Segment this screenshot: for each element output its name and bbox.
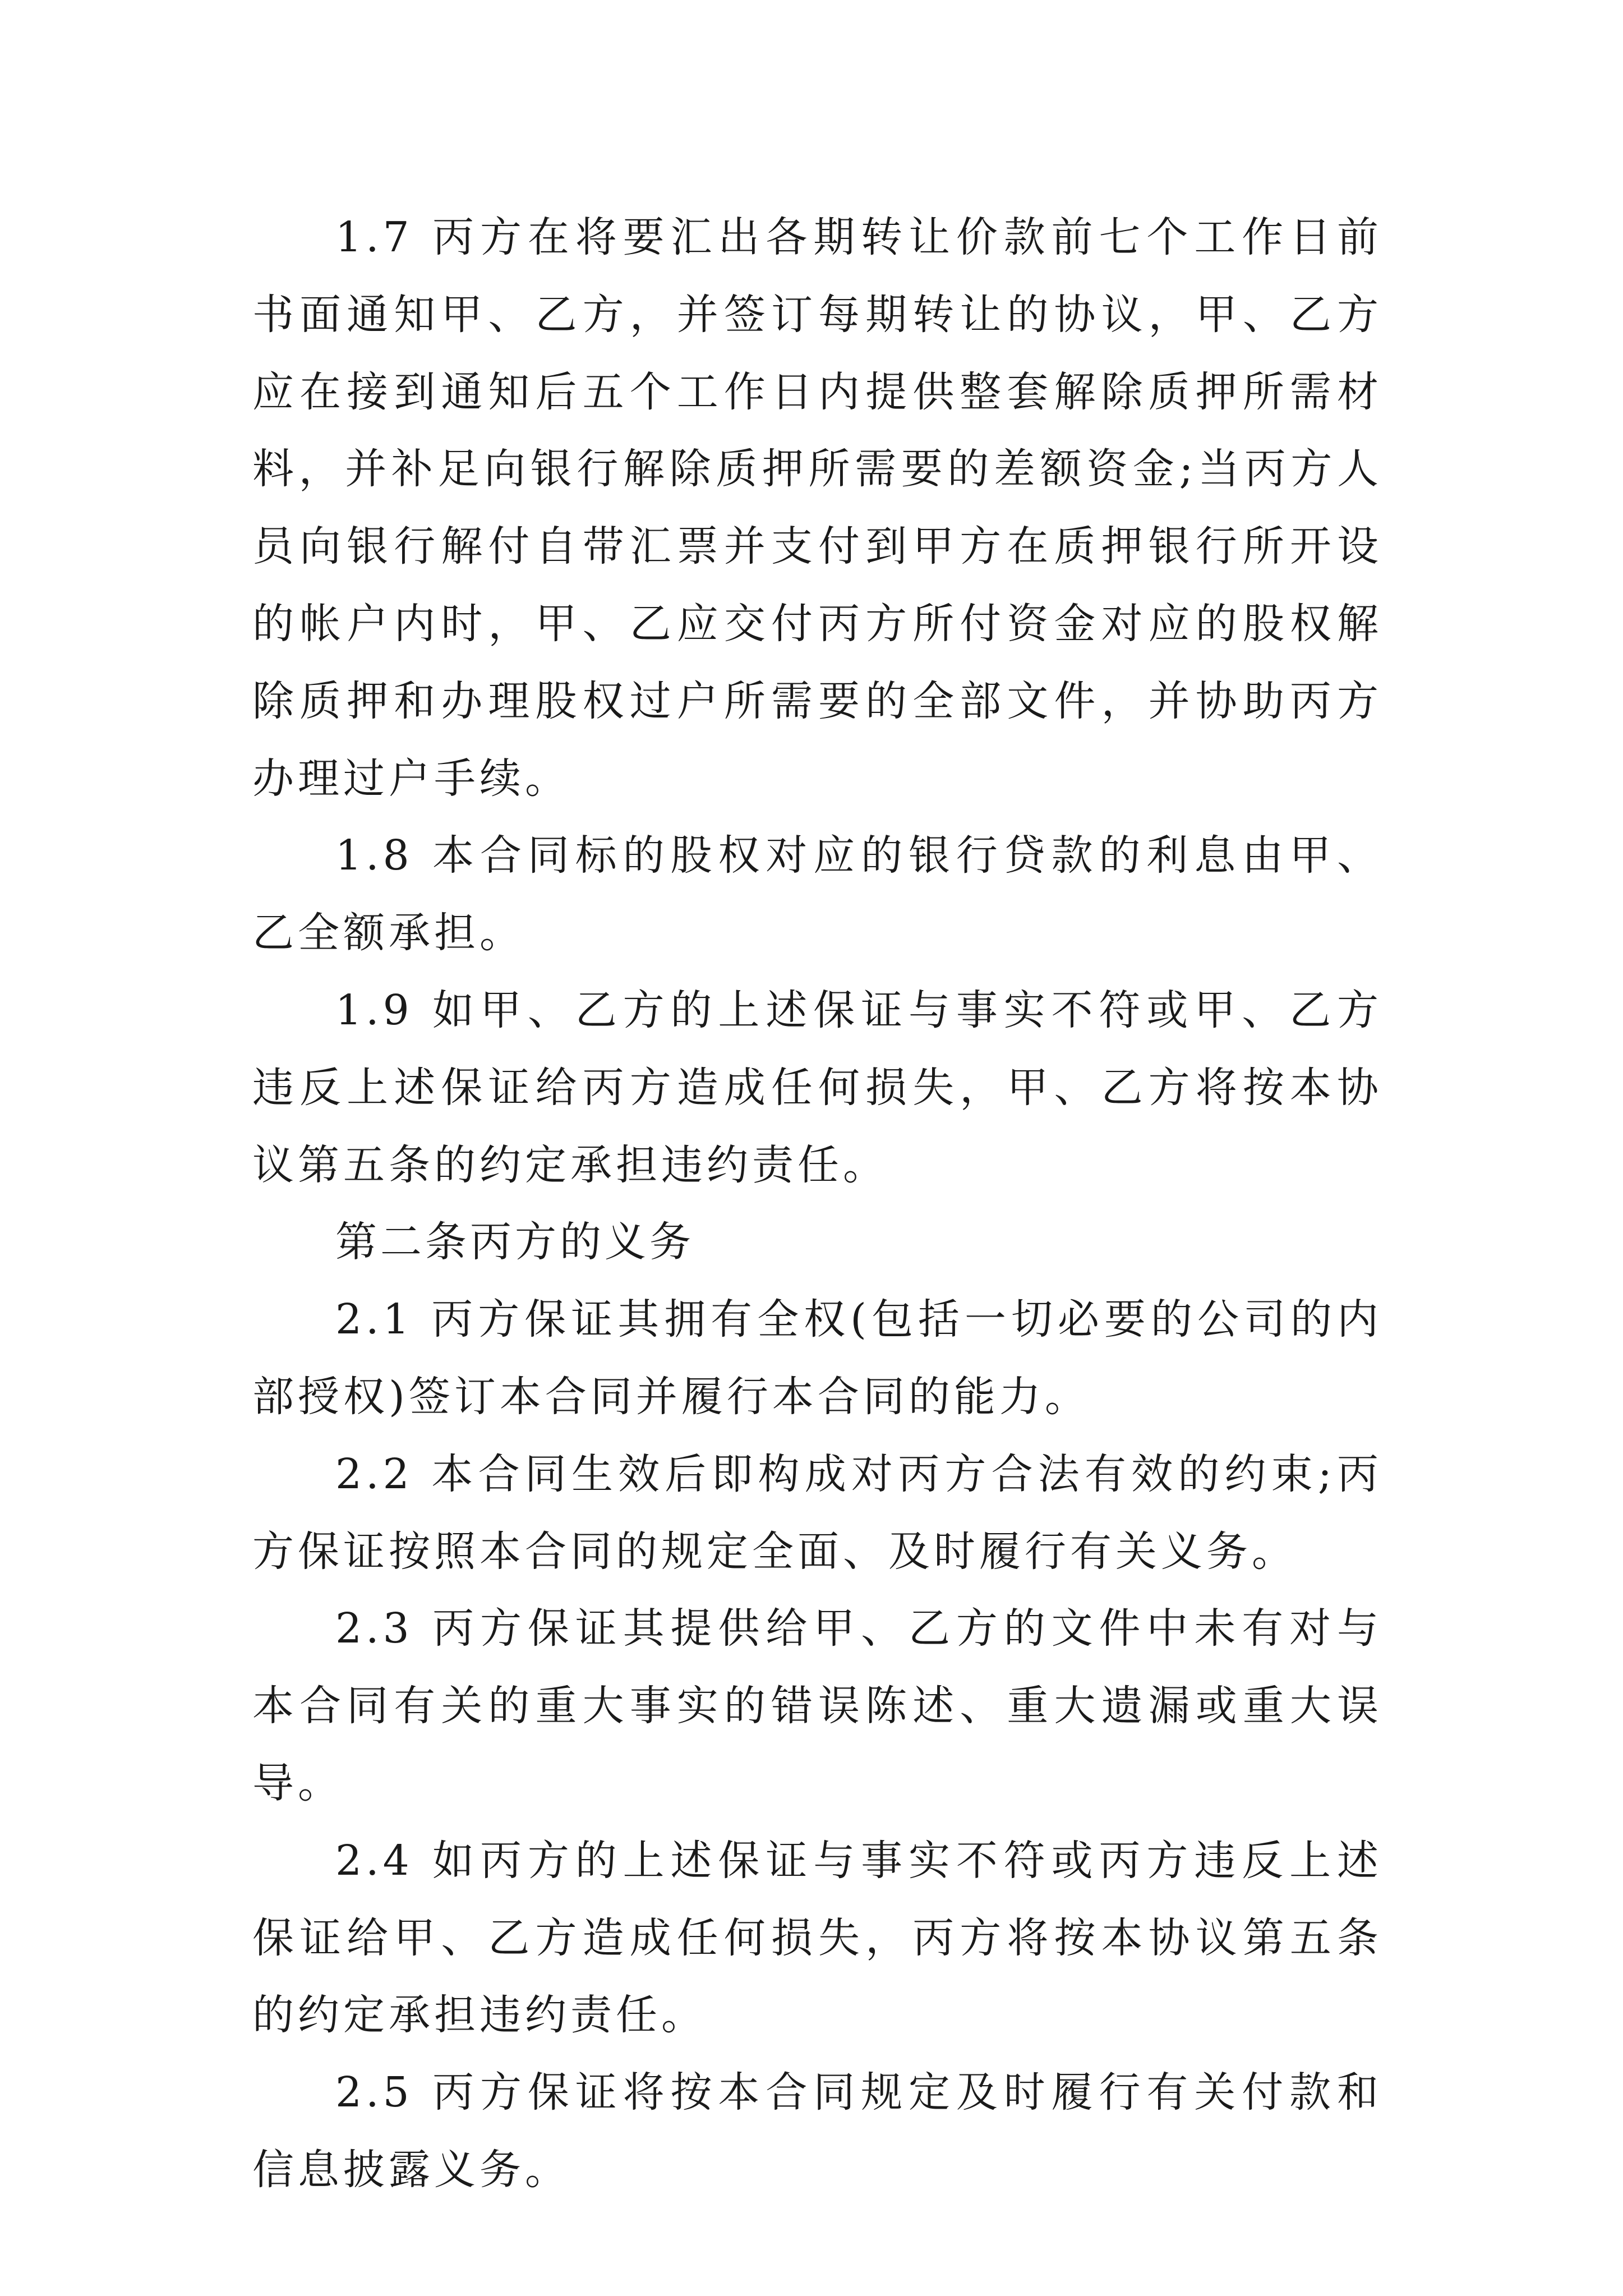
clause-2-1: 2.1 丙方保证其拥有全权(包括一切必要的公司的内部授权)签订本合同并履行本合同的能力。 xyxy=(252,1295,1382,1421)
clause-1-7: 1.7 丙方在将要汇出各期转让价款前七个工作日前书面通知甲、乙方，并签订每期转让的协议，甲、乙方应在接到通知后五个工作日内提供整套解除质押所需材料，并补足向银行解除质押所需要的差额资金;当丙方人员向银行解付自带汇票并支付到甲方在质押银行所开设的帐户内时，甲、乙应交付丙方所付资金对应的股权解除质押和办理股权过户所需要的全部文件，并协助丙方办理过户手续。 xyxy=(252,213,1382,803)
clause-1-9: 1.9 如甲、乙方的上述保证与事实不符或甲、乙方违反上述保证给丙方造成任何损失，甲、乙方将按本协议第五条的约定承担违约责任。 xyxy=(252,986,1382,1189)
clause-2-5: 2.5 丙方保证将按本合同规定及时履行有关付款和信息披露义务。 xyxy=(252,2068,1382,2194)
article-2-heading: 第二条丙方的义务 xyxy=(335,1218,694,1267)
clause-2-3: 2.3 丙方保证其提供给甲、乙方的文件中未有对与本合同有关的重大事实的错误陈述、重大遗漏或重大误导。 xyxy=(252,1604,1382,1807)
clause-2-4: 2.4 如丙方的上述保证与事实不符或丙方违反上述保证给甲、乙方造成任何损失，丙方将按本协议第五条的约定承担违约责任。 xyxy=(252,1836,1382,2040)
clause-1-8: 1.8 本合同标的股权对应的银行贷款的利息由甲、乙全额承担。 xyxy=(252,831,1382,958)
document-body xyxy=(252,199,1382,2209)
clause-2-2: 2.2 本合同生效后即构成对丙方合法有效的约束;丙方保证按照本合同的规定全面、及时履行有关义务。 xyxy=(252,1450,1382,1576)
